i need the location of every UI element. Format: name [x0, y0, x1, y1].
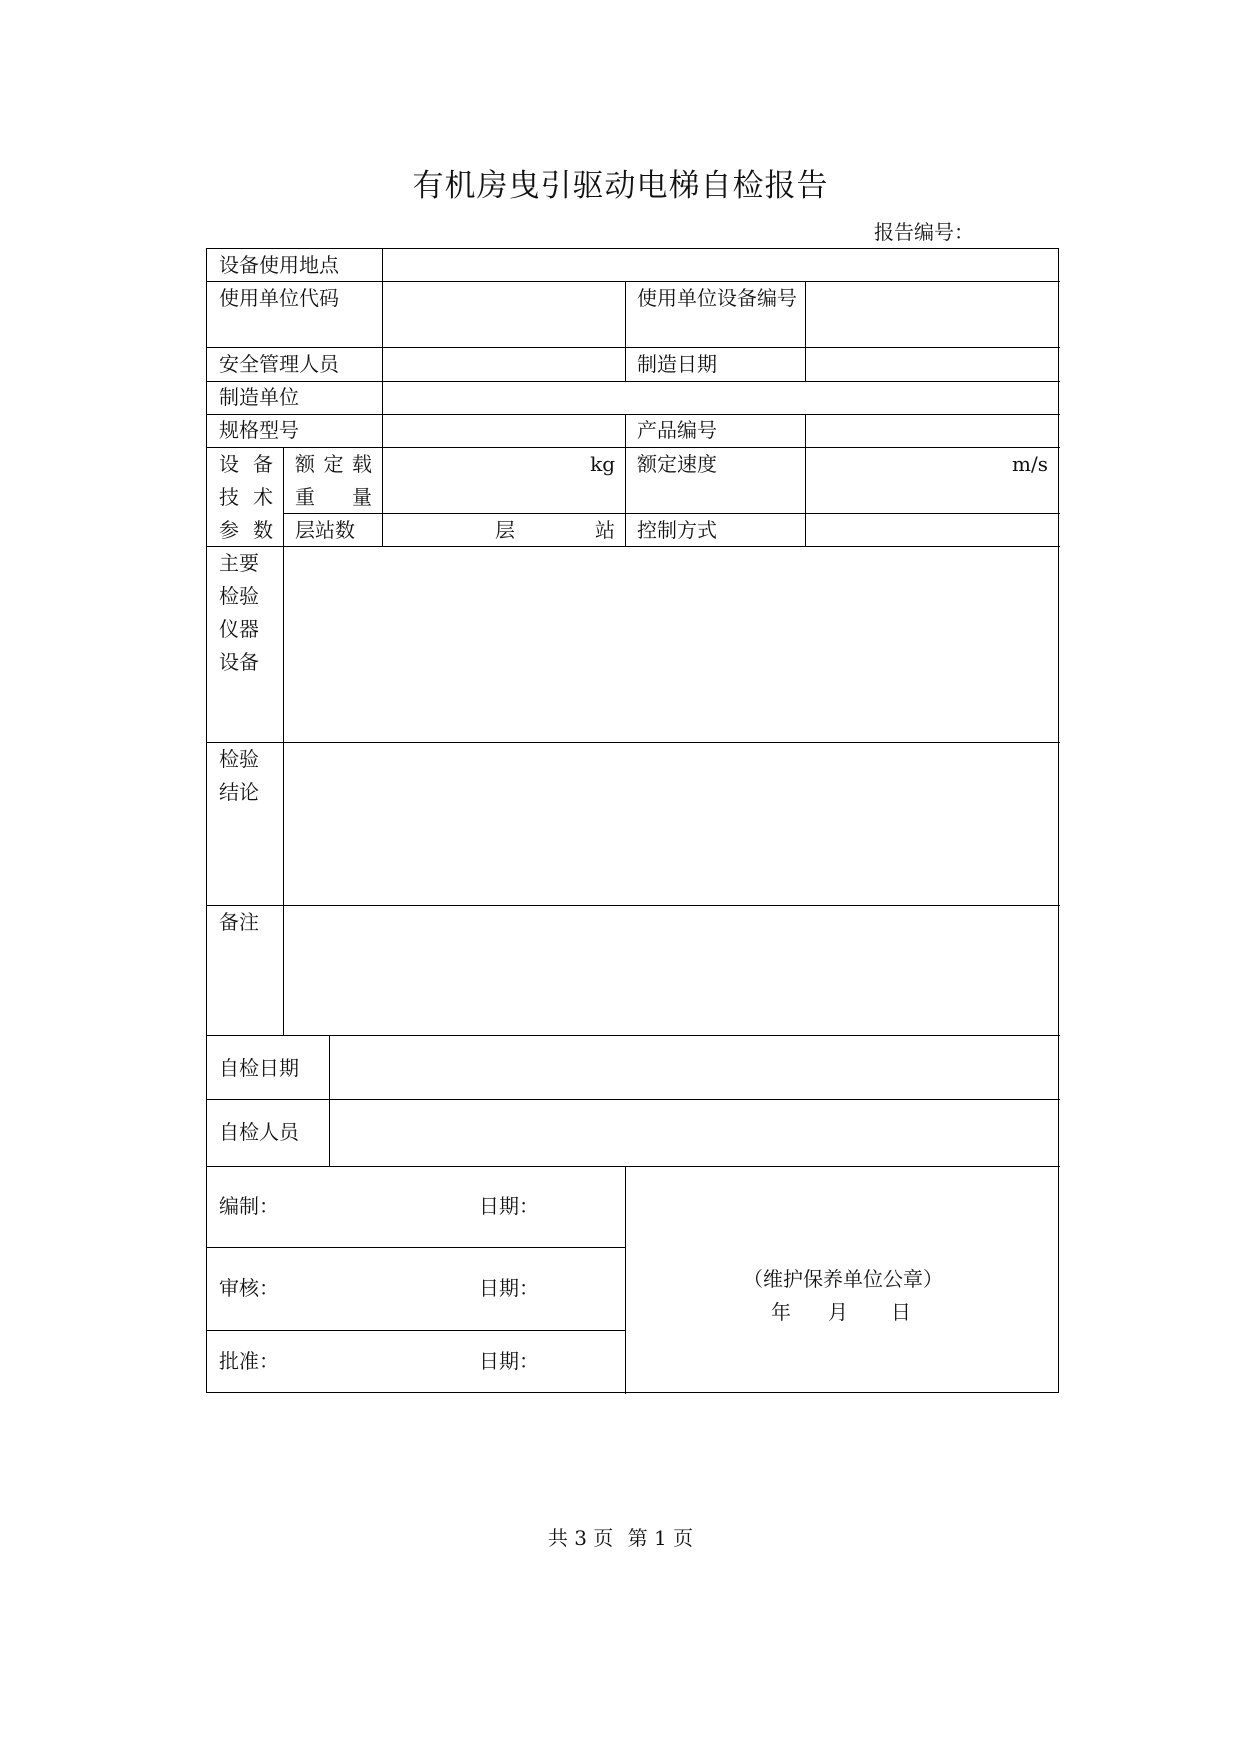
row-divider	[207, 742, 1060, 743]
row-divider	[207, 1035, 1060, 1036]
col-divider	[805, 281, 806, 381]
row-divider	[207, 1247, 625, 1248]
rated-speed-unit: m/s	[1012, 452, 1048, 476]
approve-label: 批准：	[219, 1349, 279, 1373]
conclusion-label: 检验结论	[219, 747, 259, 804]
inspection-form-table	[206, 248, 1059, 1393]
seal-month: 月	[828, 1300, 848, 1324]
col-divider	[329, 1035, 330, 1166]
page-current: 第 1 页	[627, 1526, 694, 1550]
user-code-label: 使用单位代码	[219, 286, 339, 310]
self-check-staff-label: 自检人员	[219, 1120, 299, 1144]
manufacturer-label: 制造单位	[219, 385, 299, 409]
col-divider	[283, 447, 284, 1035]
col-divider	[382, 249, 383, 546]
manufacture-date-label: 制造日期	[637, 352, 717, 376]
col-divider	[625, 281, 626, 381]
safety-manager-label: 安全管理人员	[219, 352, 339, 376]
col-divider	[625, 414, 626, 546]
seal-day: 日	[891, 1300, 911, 1324]
rated-load-label: 额定载重量	[295, 452, 372, 509]
floor-unit: 层	[495, 518, 515, 542]
compile-label: 编制：	[219, 1194, 279, 1218]
location-label: 设备使用地点	[219, 253, 339, 277]
floors-stations-label: 层站数	[295, 518, 355, 542]
row-divider	[207, 1166, 1060, 1167]
approve-date-label: 日期：	[479, 1349, 539, 1373]
user-device-no-label: 使用单位设备编号	[637, 286, 797, 310]
seal-year: 年	[771, 1300, 791, 1324]
model-label: 规格型号	[219, 418, 299, 442]
row-divider	[207, 414, 1060, 415]
product-no-label: 产品编号	[637, 418, 717, 442]
page-number	[0, 1522, 1241, 1551]
compile-date-label: 日期：	[479, 1194, 539, 1218]
review-label: 审核：	[219, 1276, 279, 1300]
page-total: 共 3 页	[547, 1526, 614, 1550]
document-title: 有机房曳引驱动电梯自检报告	[412, 168, 829, 204]
seal-label: （维护保养单位公章）	[743, 1267, 943, 1291]
control-mode-label: 控制方式	[637, 518, 717, 542]
tech-params-label: 设备技术参数	[219, 452, 273, 542]
review-date-label: 日期：	[479, 1276, 539, 1300]
rated-load-unit: kg	[590, 452, 615, 476]
rated-speed-label: 额定速度	[637, 452, 717, 476]
row-divider	[207, 905, 1060, 906]
self-check-date-label: 自检日期	[219, 1056, 299, 1080]
remarks-label: 备注	[219, 910, 259, 934]
row-divider	[207, 381, 1060, 382]
station-unit: 站	[595, 518, 615, 542]
instruments-label: 主要检验仪器设备	[219, 551, 259, 674]
row-divider	[207, 1330, 625, 1331]
row-divider	[207, 1099, 1060, 1100]
report-number-label: 报告编号：	[874, 220, 974, 244]
